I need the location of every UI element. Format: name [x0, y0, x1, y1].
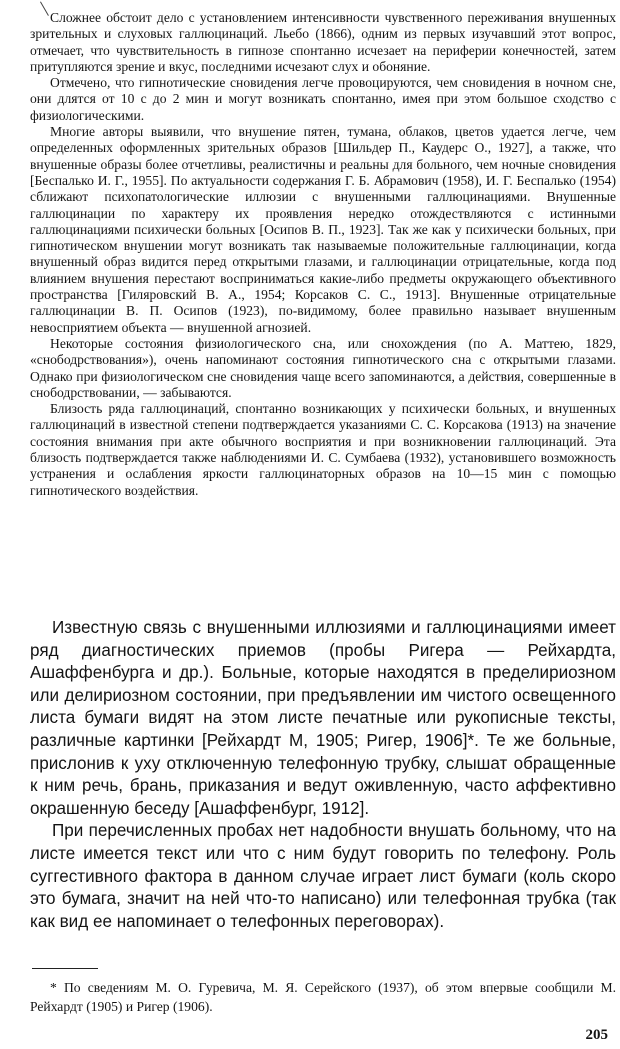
- paragraph-suggestive-factor: При перечисленных пробах нет надобности внушать больному, что на листе имеется текст или что с ним будут говорить по телефону. Роль суггестивного фактора в данном случае играет лист бумаги (коль скоро это бумага, значит на ней что-то написано) или телефонная трубка (так как вид ее напоминает о телефонных переговорах).: [30, 821, 616, 931]
- page-number: 205: [585, 1027, 608, 1043]
- footnote-text: * По сведениям М. О. Гуревича, М. Я. Серейского (1937), об этом впервые сообщили М. Рейхардт (1905) и Ригер (1906).: [30, 980, 616, 1014]
- paragraph-similarity: Близость ряда галлюцинаций, спонтанно возникающих у психически больных, и внушенных галлюцинаций в известной степени подтверждается указаниями С. С. Корсакова (1913) на значение состояния внимания при акте обычного восприятия и при возникновении галлюцинаций. Эта близость подтверждается также наблюдениями И. С. Сумбаева (1932), установившего возможность устранения и ослабления яркости галлюцинаторных образов на 10—15 мин с помощью гипнотического воздействия.: [30, 401, 616, 498]
- footnote: [30, 978, 616, 1016]
- paragraph-dreams: Отмечено, что гипнотические сновидения легче провоцируются, чем сновидения в ночном сне, они длятся от 10 с до 2 мин и могут возникать спонтанно, имея при этом большое сходство с физиологическими.: [30, 75, 616, 123]
- paragraph-diagnostic-tests: Известную связь с внушенными иллюзиями и галлюцинациями имеет ряд диагностических приемов (пробы Ригера — Рейхардта, Ашаффенбурга и др.). Больные, которые находятся в пределириозном или делириозном состоянии, при предъявлении им чистого освещенного листа бумаги видят на этом листе печатные или рукописные тексты, различные картинки [Рейхардт М, 1905; Ригер, 1906]*. Те же больные, прислонив к уху отключенную телефонную трубку, слышат обращенные к ним речь, брань, приказания и ведут оживленную, часто аффективно окрашенную беседу [Ашаффенбург, 1912].: [30, 618, 616, 818]
- main-text-section: [30, 617, 616, 933]
- small-print-section: [30, 10, 616, 499]
- paragraph-hallucinations: Многие авторы выявили, что внушение пятен, тумана, облаков, цветов удается легче, чем определенных оформленных зрительных образов [Шильдер П., Каудерс О., 1927], а также, что внушенные образы более отчетливы, реалистичны и реальны для больного, чем ночные сновидения [Беспалько И. Г., 1955]. По актуальности содержания Г. Б. Абрамович (1958), И. Г. Беспалько (1954) сближают психопатологические иллюзии с внушенными галлюцинациями. Внушенные галлюцинации по характеру их проявления нередко отождествляются с истинными галлюцинациями психически больных [Осипов В. П., 1923]. Так же как у психически больных, при гипнотическом внушении могут возникать так называемые положительные галлюцинации, когда внушенный образ видится перед открытыми глазами, и галлюцинации отрицательные, когда под влиянием внушения перестают восприниматься какие-либо предметы окружающего объективного пространства [Гиляровский В. А., 1954; Корсаков С. С., 1913]. Внушенные отрицательные галлюцинации В. П. Осипов (1923), по-видимому, более правильно называет внушенным невосприятием объекта — внушенной агнозией.: [30, 124, 616, 335]
- footnote-divider: [32, 968, 98, 969]
- paragraph-intensity: Сложнее обстоит дело с установлением интенсивности чувственного переживания внушенных зрительных и слуховых галлюцинаций. Льебо (1866), одним из первых изучавший этот вопрос, отмечает, что чувствительность в гипнозе спонтанно исчезает на периферии конечностей, затем притупляются зрение и вкус, последними исчезают слух и обоняние.: [30, 10, 616, 74]
- paragraph-sleepwalking: Некоторые состояния физиологического сна, или снохождения (по А. Маттею, 1829, «снободрствования»), очень напоминают состояния гипнотического сна с открытыми глазами. Однако при физиологическом сне сновидения чаще всего запоминаются, а действия, совершенные в снободрствовании, — забываются.: [30, 335, 616, 400]
